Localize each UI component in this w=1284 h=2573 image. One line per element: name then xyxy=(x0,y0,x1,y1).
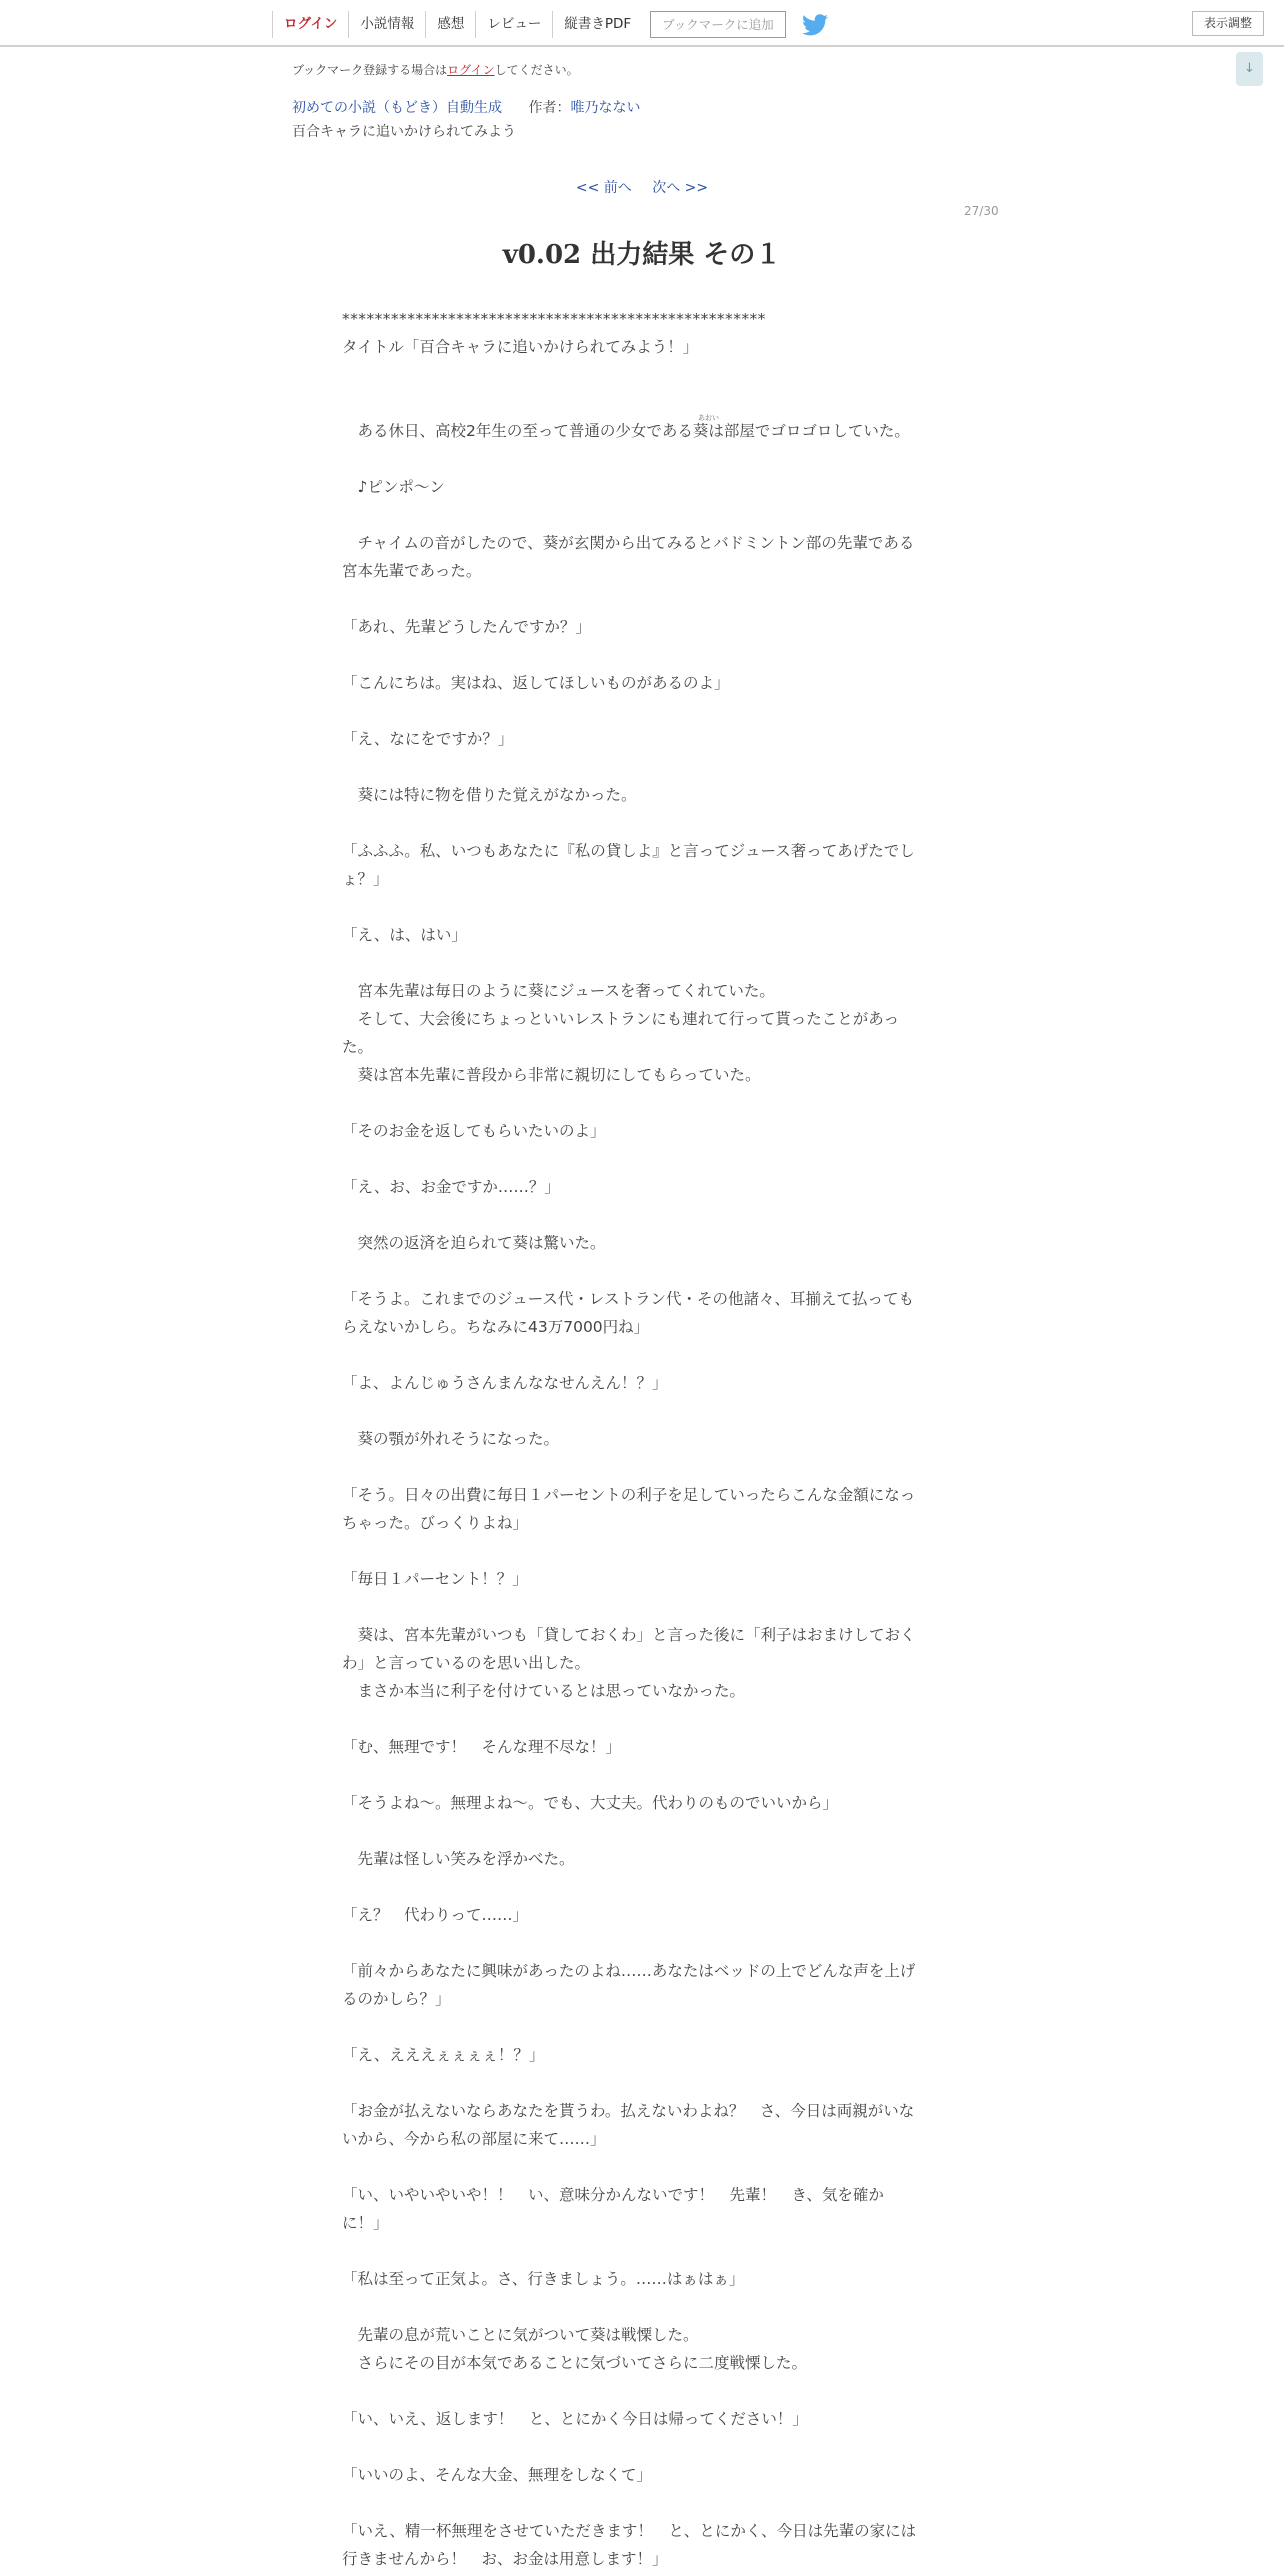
body-line: 先輩の息が荒いことに気がついて葵は戦慄した。 xyxy=(342,2326,699,2344)
body-line: 突然の返済を迫られて葵は驚いた。 xyxy=(342,1234,606,1252)
nav-novel-info[interactable]: 小説情報 xyxy=(348,11,425,38)
body-line xyxy=(342,1929,942,1957)
body-line: 「こんにちは。実はね、返してほしいものがあるのよ」 xyxy=(342,674,730,692)
body-line: 宮本先輩は毎日のように葵にジュースを奢ってくれていた。 xyxy=(342,982,775,1000)
body-line: 宮本先輩であった。 xyxy=(342,562,482,580)
body-line xyxy=(342,1145,942,1173)
body-line: 「あれ、先輩どうしたんですか？」 xyxy=(342,618,591,636)
top-navigation-bar xyxy=(0,0,1284,47)
body-line: まさか本当に利子を付けているとは思っていなかった。 xyxy=(342,1682,746,1700)
body-line: ょ？」 xyxy=(342,870,389,888)
body-line xyxy=(342,2489,942,2517)
body-line: わ」と言っているのを思い出した。 xyxy=(342,1654,591,1672)
body-line xyxy=(342,2237,942,2265)
body-line xyxy=(342,2377,942,2405)
body-line: 「む、無理です！ そんな理不尽な！」 xyxy=(342,1738,622,1756)
body-line xyxy=(342,2153,942,2181)
body-line: 「え？ 代わりって……」 xyxy=(342,1906,529,1924)
body-line: 葵には特に物を借りた覚えがなかった。 xyxy=(342,786,637,804)
author-label: 作者： xyxy=(528,100,571,116)
nav-login[interactable]: ログイン xyxy=(272,11,348,38)
body-line xyxy=(342,2069,942,2097)
body-line xyxy=(342,697,942,725)
body-line xyxy=(342,1817,942,1845)
body-line: ある休日、高校2年生の至って普通の少女である葵は部屋でゴロゴロしていた。 xyxy=(342,422,910,440)
body-line: 葵は宮本先輩に普段から非常に親切にしてもらっていた。 xyxy=(342,1066,761,1084)
body-line: 「そうよね～。無理よね～。でも、大丈夫。代わりのものでいいから」 xyxy=(342,1794,839,1812)
twitter-bird-icon[interactable] xyxy=(802,14,828,36)
body-line: さらにその目が本気であることに気づいてさらに二度戦慄した。 xyxy=(342,2354,808,2372)
body-line: 行きませんから！ お、お金は用意します！」 xyxy=(342,2550,668,2568)
next-chapter-link[interactable]: 次へ >> xyxy=(652,180,709,196)
novel-body xyxy=(342,305,942,2573)
body-line xyxy=(342,2433,942,2461)
body-line: 「い、いえ、返します！ と、とにかく今日は帰ってください！」 xyxy=(342,2410,808,2428)
body-line xyxy=(342,2013,942,2041)
notice-prefix: ブックマーク登録する場合は xyxy=(292,63,448,77)
body-line: 「前々からあなたに興味があったのよね……あなたはベッドの上でどんな声を上げ xyxy=(342,1962,916,1980)
arrow-down-icon: ↓ xyxy=(1244,61,1255,76)
body-line xyxy=(342,2293,942,2321)
bookmark-login-notice xyxy=(292,61,579,78)
chapter-title: v0.02 出力結果 その１ xyxy=(502,240,782,270)
notice-login-link[interactable]: ログイン xyxy=(447,63,495,77)
nav-review[interactable]: レビュー xyxy=(475,11,552,38)
display-settings-button[interactable]: 表示調整 xyxy=(1192,11,1264,36)
add-bookmark-button[interactable]: ブックマークに追加 xyxy=(650,11,786,38)
author-link[interactable]: 唯乃なない xyxy=(570,100,641,116)
prev-chapter-link[interactable]: << 前へ xyxy=(575,180,632,196)
body-line: ♪ピンポ～ン xyxy=(342,478,445,496)
body-line: 葵は、宮本先輩がいつも「貸しておくわ」と言った後に「利子はおまけしておく xyxy=(342,1626,916,1644)
body-line xyxy=(342,445,942,473)
body-line: 先輩は怪しい笑みを浮かべた。 xyxy=(342,1850,575,1868)
body-line xyxy=(342,1453,942,1481)
body-line xyxy=(342,1201,942,1229)
furigana: あおい xyxy=(698,414,719,422)
notice-suffix: してください。 xyxy=(494,63,579,77)
body-line: 「え、えええぇぇぇぇ！？」 xyxy=(342,2046,545,2064)
body-line xyxy=(342,1089,942,1117)
body-line: 「いえ、精一杯無理をさせていただきます！ と、とにかく、今日は先輩の家には xyxy=(342,2522,917,2540)
body-line xyxy=(342,1761,942,1789)
body-line xyxy=(342,1257,942,1285)
header-nav xyxy=(272,11,828,38)
body-line: 「いいのよ、そんな大金、無理をしなくて」 xyxy=(342,2466,653,2484)
chapter-subtitle: 百合キャラに追いかけられてみよう xyxy=(292,124,516,140)
body-line: に！」 xyxy=(342,2214,389,2232)
body-line: 「そのお金を返してもらいたいのよ」 xyxy=(342,1122,606,1140)
body-line: そして、大会後にちょっといいレストランにも連れて行って貰ったことがあっ xyxy=(342,1010,900,1028)
nav-vertical-pdf[interactable]: 縦書きPDF xyxy=(552,11,642,38)
body-line xyxy=(342,1705,942,1733)
body-line: 「え、お、お金ですか……？」 xyxy=(342,1178,560,1196)
scroll-down-button[interactable] xyxy=(1236,52,1263,86)
body-line: 「え、は、はい」 xyxy=(342,926,467,944)
body-line: いから、今から私の部屋に来て……」 xyxy=(342,2130,606,2148)
body-line: た。 xyxy=(342,1038,374,1056)
body-line: 「毎日１パーセント！？」 xyxy=(342,1570,528,1588)
body-line: 「え、なにをですか？」 xyxy=(342,730,514,748)
chapter-counter: 27/30 xyxy=(964,204,999,218)
body-line xyxy=(342,1873,942,1901)
nav-impressions[interactable]: 感想 xyxy=(425,11,475,38)
body-line xyxy=(342,361,942,389)
body-line: 「ふふふ。私、いつもあなたに『私の貸しよ』と言ってジュース奢ってあげたでし xyxy=(342,842,915,860)
body-line: るのかしら？」 xyxy=(342,1990,451,2008)
body-line: 葵の顎が外れそうになった。 xyxy=(342,1430,560,1448)
body-line xyxy=(342,1593,942,1621)
body-line xyxy=(342,809,942,837)
series-title-link[interactable]: 初めての小説（もどき）自動生成 xyxy=(292,100,502,116)
body-line: 「よ、よんじゅうさんまんななせんえん！？」 xyxy=(342,1374,668,1392)
body-line xyxy=(342,1537,942,1565)
body-line: らえないかしら。ちなみに43万7000円ね」 xyxy=(342,1318,650,1336)
body-line: **************************************************** xyxy=(342,310,766,328)
body-line xyxy=(342,949,942,977)
body-line xyxy=(342,585,942,613)
body-line: 「お金が払えないならあなたを貰うわ。払えないわよね？ さ、今日は両親がいな xyxy=(342,2102,915,2120)
body-line: タイトル「百合キャラに追いかけられてみよう！」 xyxy=(342,338,699,356)
body-line xyxy=(342,753,942,781)
body-line xyxy=(342,893,942,921)
body-line: 「い、いやいやいや！！ い、意味分かんないです！ 先輩！ き、気を確か xyxy=(342,2186,884,2204)
body-line xyxy=(342,1341,942,1369)
body-line: ちゃった。びっくりよね」 xyxy=(342,1514,529,1532)
body-line xyxy=(342,1397,942,1425)
body-line xyxy=(342,389,942,417)
body-line: チャイムの音がしたので、葵が玄関から出てみるとバドミントン部の先輩である xyxy=(342,534,915,552)
chapter-pager xyxy=(0,177,1284,197)
body-line: 「そうよ。これまでのジュース代・レストラン代・その他諸々、耳揃えて払っても xyxy=(342,1290,914,1308)
series-info xyxy=(292,97,640,117)
body-line: 「私は至って正気よ。さ、行きましょう。……はぁはぁ」 xyxy=(342,2270,745,2288)
body-line xyxy=(342,641,942,669)
body-line xyxy=(342,501,942,529)
body-line: 「そう。日々の出費に毎日１パーセントの利子を足していったらこんな金額になっ xyxy=(342,1486,916,1504)
